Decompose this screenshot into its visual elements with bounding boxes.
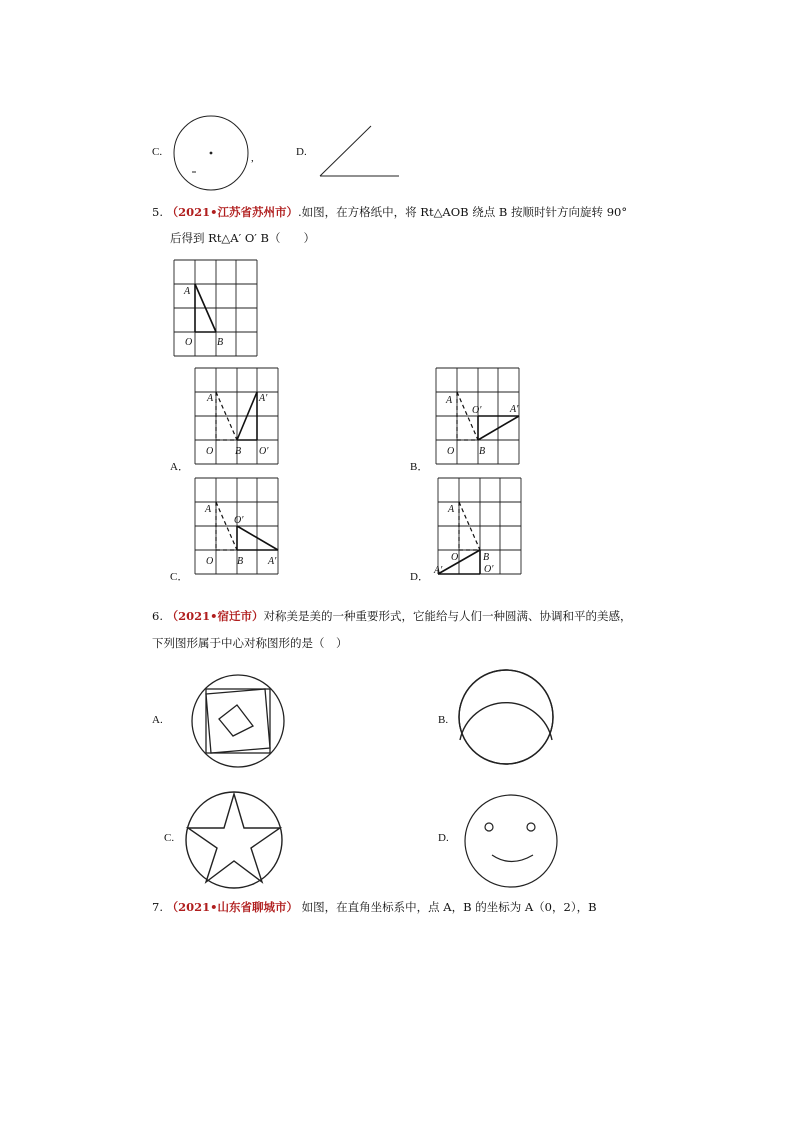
q5-b-label-o: O [447,446,455,457]
q6-number: 6. [152,609,163,623]
q5-b-label-a-prime: A′ [510,404,519,415]
q5-c-label-a: A [205,504,212,515]
q5-main-label-o: O [185,337,193,348]
q4-comma: , [251,152,254,164]
q6-text-line1: 对称美是美的一种重要形式，它能给与人们一种圆满、协调和平的美感， [263,609,632,623]
q5-option-a-figure [195,368,279,464]
q5-d-label-a-prime: A′ [434,565,443,576]
q5-d-label-b: B [483,552,490,563]
q7-number: 7. [152,900,163,914]
q5-source: （2021•江苏省苏州市） [166,205,298,219]
q6-option-a-label[interactable]: A. [152,714,163,726]
q7-source: （2021•山东省聊城市） [166,900,298,914]
q5-c-label-o: O [206,556,214,567]
q5-option-d-label[interactable]: D． [410,571,429,583]
q6-option-c-figure [184,790,284,890]
q4-option-c-figure [170,112,260,192]
q5-text [152,204,627,220]
q5-main-label-b: B [217,337,224,348]
q5-text-line2: 后得到 Rt△A′ O′ B（ ） [170,231,315,245]
q5-text-line1: .如图，在方格纸中，将 Rt△AOB 绕点 B 按顺时针方向旋转 90° [298,205,628,219]
q5-a-label-b: B [235,446,242,457]
q6-option-b-label[interactable]: B. [438,714,449,726]
q5-number: 5. [152,205,163,219]
q6-text [152,608,632,624]
q5-option-c-figure [195,478,279,574]
q5-option-d-figure [434,478,522,576]
q6-option-c-label[interactable]: C. [164,832,175,844]
q5-a-label-o: O [206,446,214,457]
q4-option-c-label: C. [152,146,163,158]
q5-main-label-a: A [184,286,191,297]
q5-option-b-figure [436,368,520,464]
q5-b-label-o-prime: O′ [472,405,482,416]
q5-c-label-o-prime: O′ [234,515,244,526]
q4-option-d-label: D. [296,146,307,158]
q5-option-b-label[interactable]: B． [410,461,429,473]
q5-d-label-o: O [451,552,459,563]
q5-a-label-a-prime: A′ [259,393,268,404]
q6-text-line2: 下列图形属于中心对称图形的是（ ） [152,636,348,650]
q4-option-d-figure [316,124,406,184]
q6-option-b-figure [456,668,556,768]
q7-text-body: 如图，在直角坐标系中，点 A，B 的坐标为 A（0，2），B [301,900,597,914]
q7-text [152,899,597,915]
q6-source: （2021•宿迁市） [166,609,264,623]
q5-main-figure [174,260,258,356]
q5-d-label-a: A [448,504,455,515]
q6-option-a-figure [190,674,290,774]
q5-option-a-label[interactable]: A． [170,461,189,473]
q5-c-label-b: B [237,556,244,567]
q6-option-d-figure [462,794,562,894]
q5-b-label-b: B [479,446,486,457]
q5-a-label-a: A [207,393,214,404]
q5-d-label-o-prime: O′ [484,564,494,575]
q5-option-c-label[interactable]: C． [170,571,189,583]
q5-b-label-a: A [446,395,453,406]
q6-option-d-label[interactable]: D. [438,832,449,844]
q5-c-label-a-prime: A′ [268,556,277,567]
q5-a-label-o-prime: O′ [259,446,269,457]
